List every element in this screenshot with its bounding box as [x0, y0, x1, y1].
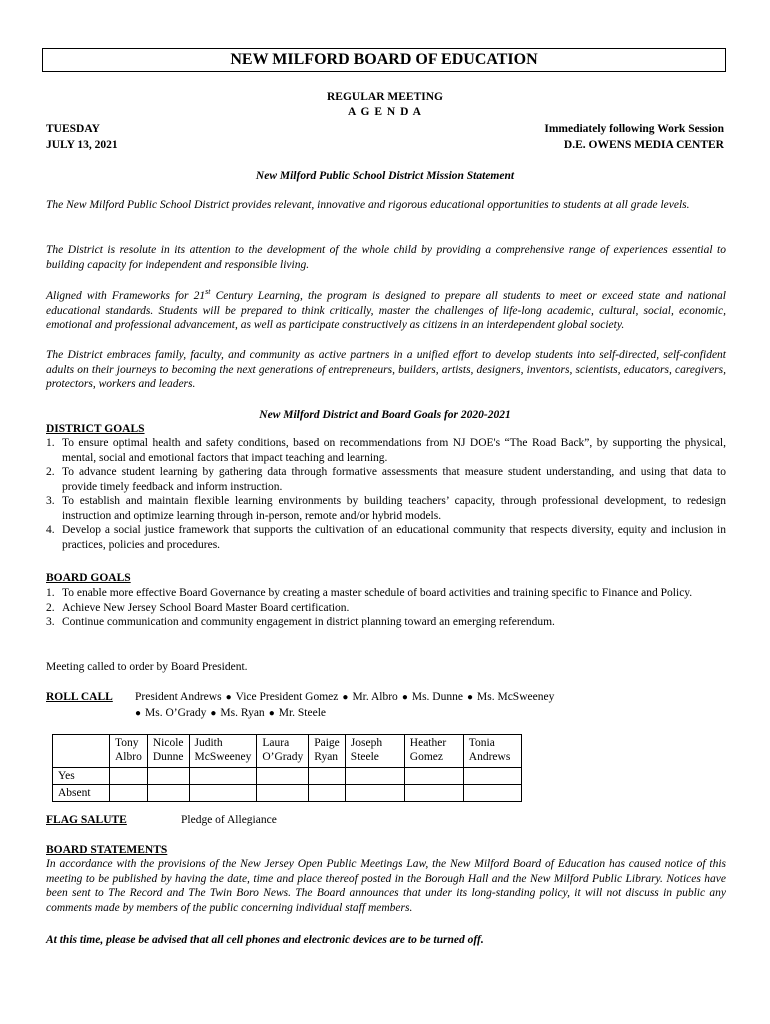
table-header-cell: Laura O’Grady [257, 735, 309, 768]
district-goal-item: 3. To establish and maintain flexible learning environments by building teachers’ capacity, through professional development, to redesign instruction and optimize learning through in-person, remote and/or hybrid models. [46, 495, 726, 522]
table-header-cell: Judith McSweeney [189, 735, 257, 768]
vote-cell [404, 768, 463, 785]
bullet: ● [225, 692, 232, 703]
roll-call-table [52, 734, 522, 802]
row-label-absent: Absent [53, 785, 110, 802]
flag-salute-label: FLAG SALUTE [46, 814, 127, 826]
flag-salute-text: Pledge of Allegiance [181, 814, 277, 826]
meeting-location: D.E. OWENS MEDIA CENTER [563, 139, 724, 151]
table-header-cell: Joseph Steele [345, 735, 404, 768]
district-goals-list [46, 436, 726, 552]
district-goal-item: 4. Develop a social justice framework that supports the cultivation of an educational community that respects diversity, equity and inclusion in practices, policies and procedures. [46, 524, 726, 551]
vote-cell [257, 768, 309, 785]
vote-cell [189, 785, 257, 802]
vote-cell [147, 768, 189, 785]
table-header-cell: Nicole Dunne [147, 735, 189, 768]
vote-cell [257, 785, 309, 802]
roll-call-label: ROLL CALL [46, 691, 113, 703]
agenda-label: A G E N D A [348, 106, 422, 118]
member-name: Ms. Ryan [220, 707, 265, 719]
devices-notice: At this time, please be advised that all cell phones and electronic devices are to be turned off. [46, 934, 484, 946]
table-row [53, 785, 522, 802]
mission-paragraph-2: The District is resolute in its attention to the development of the whole child by providing a comprehensive range of experiences essential to building capacity for independent and responsible living. [46, 244, 726, 271]
board-goals-list [46, 586, 726, 630]
table-corner-cell [53, 735, 110, 768]
document-title: NEW MILFORD BOARD OF EDUCATION [42, 48, 726, 72]
board-goal-item: 3. Continue communication and community engagement in district planning toward an emerging referendum. [46, 616, 555, 628]
vote-cell [110, 768, 148, 785]
board-goals-heading: BOARD GOALS [46, 572, 131, 584]
district-goal-item: 1. To ensure optimal health and safety conditions, based on recommendations from NJ DOE's “The Road Back”, by supporting the physical, mental, social and emotional factors that impact teaching and learning. [46, 437, 726, 464]
meeting-day: TUESDAY [46, 123, 100, 135]
bullet: ● [210, 708, 217, 719]
table-header-cell: Paige Ryan [309, 735, 346, 768]
board-goal-item: 2. Achieve New Jersey School Board Master Board certification. [46, 601, 350, 614]
member-name: Ms. McSweeney [477, 691, 555, 703]
member-name: President Andrews [135, 691, 222, 703]
mission-paragraph-1: The New Milford Public School District provides relevant, innovative and rigorous educational opportunities to students at all grade levels. [46, 199, 690, 211]
goals-heading: New Milford District and Board Goals for 2020-2021 [259, 409, 511, 421]
vote-cell [345, 768, 404, 785]
meeting-date: JULY 13, 2021 [46, 139, 118, 151]
district-goals-heading: DISTRICT GOALS [46, 423, 145, 435]
board-statements-text: In accordance with the provisions of the New Jersey Open Public Meetings Law, the New Milford Board of Education has caused notice of this meeting to be published by having the date, time and place thereof posted in the Borough Hall and the New Milford Public Library. Notices have been sent to The Record and The Twin Boro News. The Board announces that under its long-standing policy, it will not discuss in public any comments made by members of the public concerning individual staff members. [46, 858, 726, 914]
vote-cell [345, 785, 404, 802]
board-goal-item: 1. To enable more effective Board Governance by creating a master schedule of board activities and training specific to Finance and Policy. [46, 587, 693, 599]
vote-cell [147, 785, 189, 802]
district-goal-item: 2. To advance student learning by gathering data through formative assessments that measure student understanding, and using that data to provide timely feedback and inform instruction. [46, 466, 726, 493]
table-header-cell: Tony Albro [110, 735, 148, 768]
vote-cell [110, 785, 148, 802]
vote-cell [189, 768, 257, 785]
member-name: Ms. O’Grady [145, 707, 207, 719]
meeting-time: Immediately following Work Session [544, 123, 724, 135]
member-name: Mr. Steele [278, 707, 327, 719]
bullet: ● [342, 692, 349, 703]
mission-paragraph-4: The District embraces family, faculty, and community as active partners in a unified effort to develop students into self-directed, self-confident adults on their journeys to becoming the next generations of entrepreneurs, builders, artists, designers, inventors, scientists, educators, caregivers, protectors, workers and leaders. [46, 349, 726, 390]
mission-heading: New Milford Public School District Mission Statement [255, 170, 515, 182]
roll-call-members-line-2 [131, 706, 326, 722]
vote-cell [463, 768, 521, 785]
member-name: Mr. Albro [352, 691, 398, 703]
roll-call-members-line-1 [135, 690, 554, 706]
table-header-cell: Tonia Andrews [463, 735, 521, 768]
meeting-type: REGULAR MEETING [327, 91, 443, 103]
bullet: ● [268, 708, 275, 719]
row-label-yes: Yes [53, 768, 110, 785]
member-name: Ms. Dunne [411, 691, 463, 703]
vote-cell [309, 768, 346, 785]
table-row [53, 768, 522, 785]
board-statements-heading: BOARD STATEMENTS [46, 844, 168, 856]
vote-cell [463, 785, 521, 802]
vote-cell [404, 785, 463, 802]
bullet: ● [135, 708, 142, 719]
member-name: Vice President Gomez [235, 691, 339, 703]
call-to-order: Meeting called to order by Board President. [46, 661, 248, 673]
mission-paragraph-3: Aligned with Frameworks for 21st Century Learning, the program is designed to prepare all students to meet or exceed state and national educational standards. Students will be prepared to think critically, master the challenges of life-long academic, cultural, social, economic, emotional and professional advancement, as well as participate constructively as citizens in an interdependent global society. [46, 287, 726, 331]
vote-cell [309, 785, 346, 802]
bullet: ● [401, 692, 408, 703]
table-header-cell: Heather Gomez [404, 735, 463, 768]
bullet: ● [466, 692, 474, 703]
